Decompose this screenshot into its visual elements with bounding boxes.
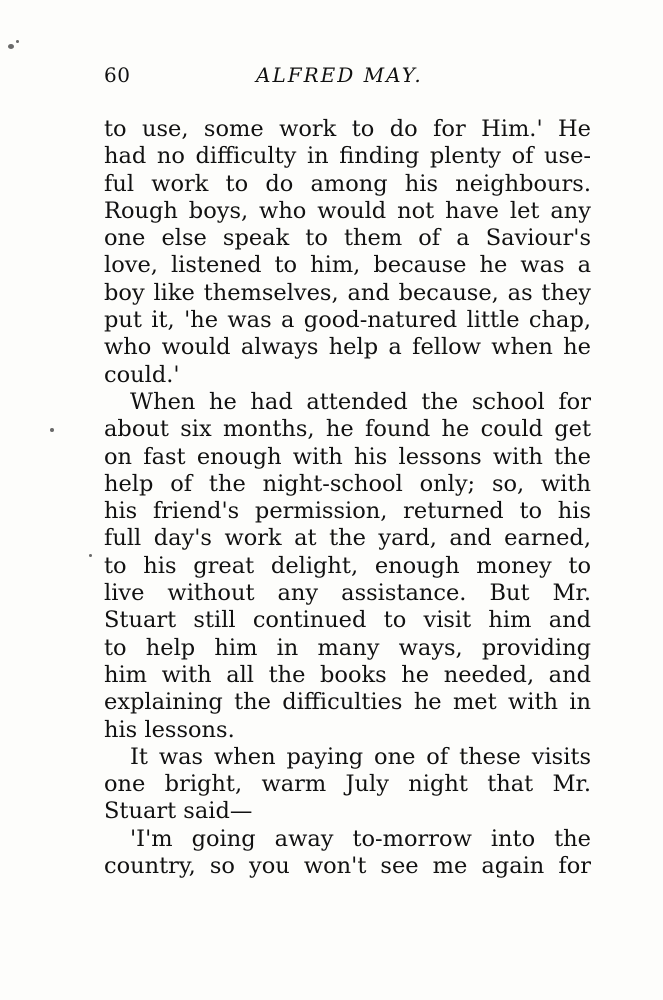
text-line: ful work to do among his neighbours. [104,170,591,197]
text-line: It was when paying one of these visits [130,743,591,770]
text-line: Stuart said— [104,798,253,825]
text-line: could.' [104,361,180,388]
text-line: Stuart still continued to visit him and [104,607,591,634]
text-line: had no difficulty in finding plenty of use- [104,143,591,170]
text-line: his friend's permission, returned to his [104,498,591,525]
text-line: explaining the difficulties he met with in [104,689,591,716]
ink-speck [50,428,54,432]
text-line: country, so you won't see me again for [104,853,591,880]
text-line: on fast enough with his lessons with the [104,443,591,470]
text-line: about six months, he found he could get [104,416,591,443]
running-title: ALFRED MAY. [256,63,423,87]
text-line: his lessons. [104,716,235,743]
ink-speck [89,554,92,557]
text-line: 'I'm going away to-morrow into the [130,825,591,852]
text-line: to help him in many ways, providing [104,634,591,661]
text-line: full day's work at the yard, and earned, [104,525,591,552]
ink-speck [16,40,19,43]
text-line: one bright, warm July night that Mr. [104,771,591,798]
page-header [104,62,591,92]
text-line: one else speak to them of a Saviour's [104,225,591,252]
text-line: help of the night-school only; so, with [104,470,591,497]
text-line: to his great delight, enough money to [104,552,591,579]
text-line: love, listened to him, because he was a [104,252,591,279]
text-line: put it, 'he was a good-natured little chap, [104,307,591,334]
text-line: When he had attended the school for [130,388,591,415]
text-line: to use, some work to do for Him.' He [104,116,591,142]
ink-speck [8,44,14,49]
page-number: 60 [104,63,131,87]
text-line: him with all the books he needed, and [104,661,591,688]
text-line: Rough boys, who would not have let any [104,197,591,224]
body-text [104,116,591,880]
text-line: boy like themselves, and because, as they [104,279,591,306]
text-line: live without any assistance. But Mr. [104,580,591,607]
text-line: who would always help a fellow when he [104,334,591,361]
